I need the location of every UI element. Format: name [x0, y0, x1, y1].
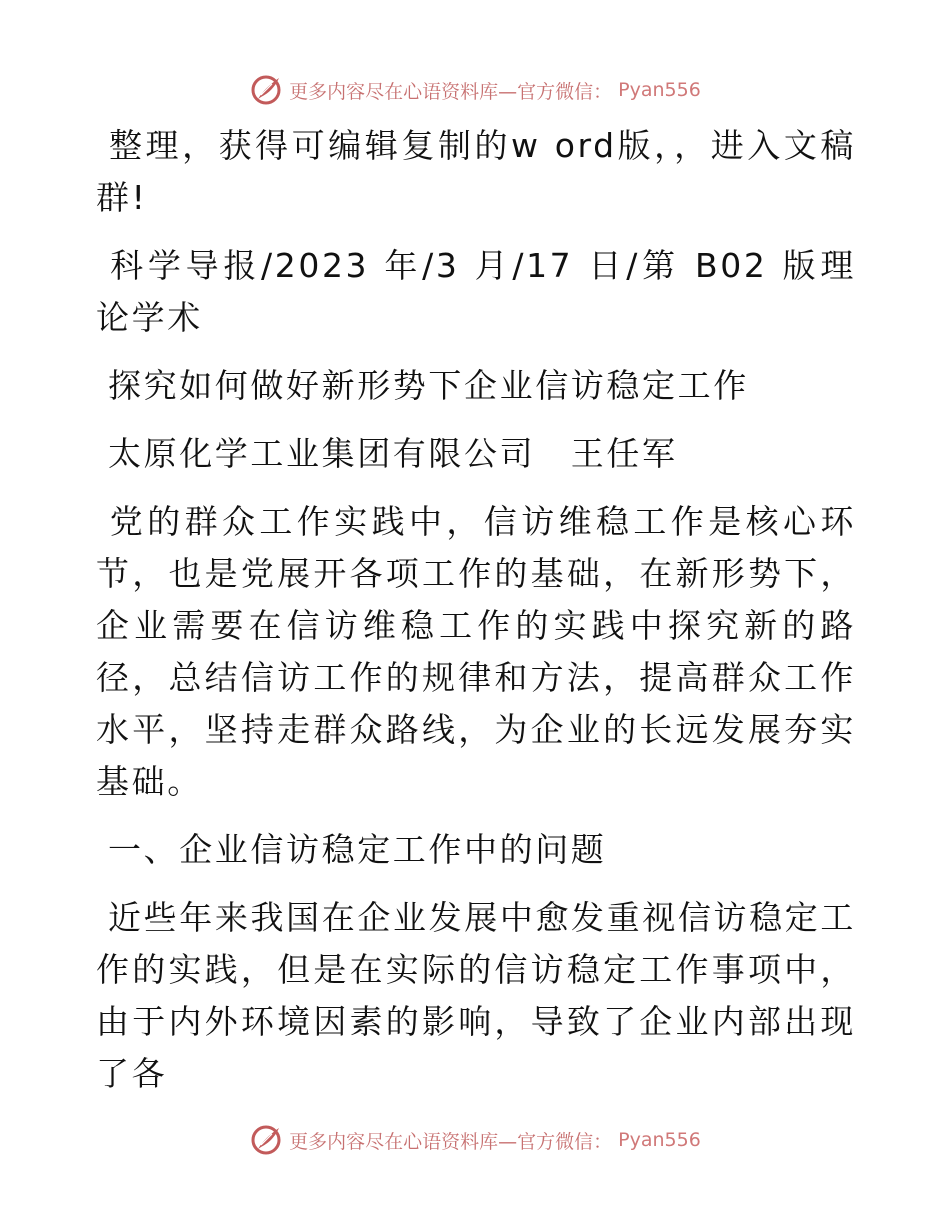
- watermark-text: 更多内容尽在心语资料库—官方微信：: [289, 80, 613, 103]
- source-line: 科学导报/2023 年/3 月/17 日/第 B02 版理论学术: [96, 246, 856, 337]
- footer-watermark: [0, 1120, 950, 1160]
- watermark-text: 更多内容尽在心语资料库—官方微信：: [289, 1130, 613, 1153]
- header-watermark: [0, 70, 950, 110]
- body-paragraph: 党的群众工作实践中，信访维稳工作是核心环节，也是党展开各项工作的基础，在新形势下，企业需要在信访维稳工作的实践中探究新的路径，总结信访工作的规律和方法，提高群众工作水平，坚持走群众路线，为企业的长远发展夯实基础。: [96, 502, 856, 801]
- watermark-wechat-id: Pyan556: [618, 79, 701, 101]
- section-heading: 一、企业信访稳定工作中的问题: [108, 830, 607, 869]
- feather-circle-logo-icon: [249, 1123, 283, 1157]
- body-paragraph: 近些年来我国在企业发展中愈发重视信访稳定工作的实践，但是在实际的信访稳定工作事项中，由于内外环境因素的影响，导致了企业内部出现了各: [96, 898, 856, 1093]
- author-line: 太原化学工业集团有限公司 王任军: [108, 434, 678, 473]
- watermark-wechat-id: Pyan556: [618, 1129, 701, 1151]
- document-body: [96, 120, 856, 1116]
- intro-paragraph: 整理，获得可编辑复制的w ord版，，进入文稿群!: [96, 126, 856, 217]
- article-title: 探究如何做好新形势下企业信访稳定工作: [108, 366, 749, 405]
- feather-circle-logo-icon: [249, 73, 283, 107]
